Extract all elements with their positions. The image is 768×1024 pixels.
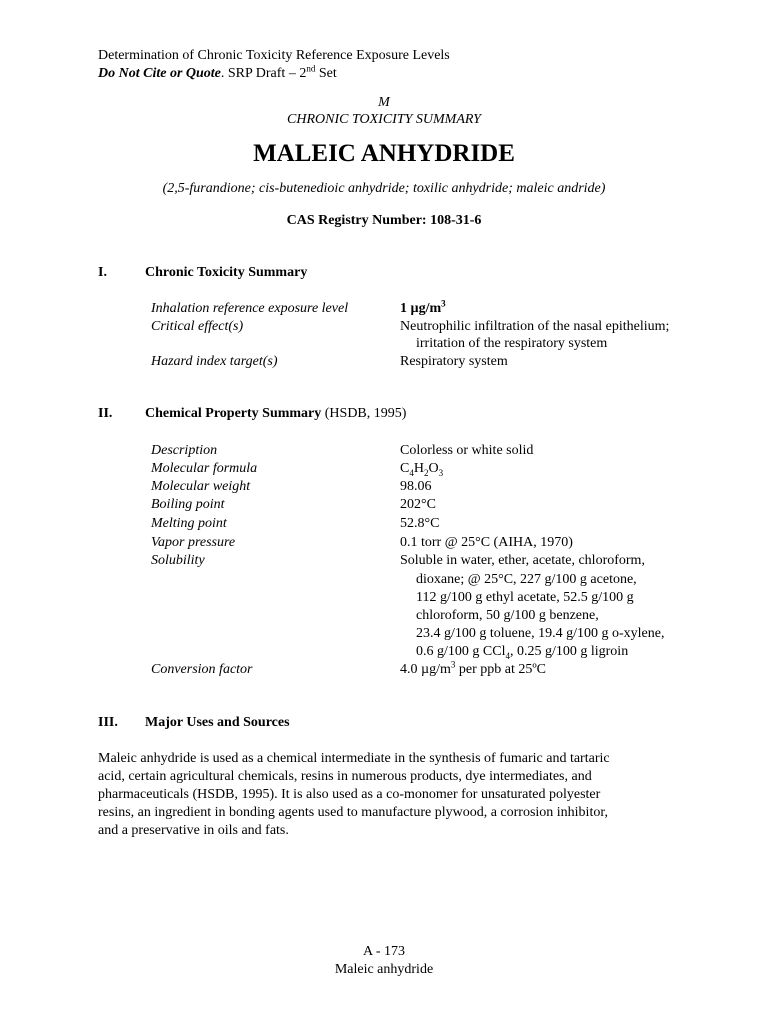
label-critical-effect: Critical effect(s): [151, 319, 244, 334]
value-rel-text: 1 µg/m: [400, 301, 442, 316]
conversion-value: 4.0 µg/m: [400, 662, 451, 677]
page-title: MALEIC ANHYDRIDE: [253, 140, 515, 167]
summary-heading: CHRONIC TOXICITY SUMMARY: [287, 112, 481, 127]
paragraph-line: resins, an ingredient in bonding agents used to manufacture plywood, a corrosion inhibitor,: [98, 805, 608, 820]
do-not-cite: Do Not Cite or Quote: [98, 66, 221, 81]
formula-h-sub: 2: [423, 467, 429, 478]
solubility-ccl-sub: 4: [505, 650, 510, 661]
solubility-ligroin: , 0.25 g/100 g ligroin: [509, 644, 629, 659]
label-boiling-point: Boiling point: [151, 497, 225, 512]
formula-h: H: [413, 461, 424, 476]
value-molecular-formula: [400, 460, 443, 478]
formula-o: O: [428, 461, 439, 476]
value-solubility-last: [416, 643, 628, 661]
formula-o-sub: 3: [438, 467, 444, 478]
section-2-number: II.: [98, 406, 113, 421]
value-boiling-point: 202°C: [400, 497, 436, 512]
page-number: A - 173: [363, 944, 405, 959]
label-molecular-weight: Molecular weight: [151, 479, 251, 494]
value-solubility-cont: 112 g/100 g ethyl acetate, 52.5 g/100 g: [416, 590, 634, 605]
section-3-title: Major Uses and Sources: [145, 715, 290, 730]
paragraph-line: and a preservative in oils and fats.: [98, 823, 289, 838]
value-solubility-cont: chloroform, 50 g/100 g benzene,: [416, 608, 599, 623]
label-melting-point: Melting point: [151, 516, 227, 531]
label-rel: Inhalation reference exposure level: [151, 301, 349, 316]
section-2-title: [145, 405, 406, 423]
solubility-ccl: 0.6 g/100 g CCl: [416, 644, 506, 659]
section-3-number: III.: [98, 715, 118, 730]
draft-sup: nd: [306, 63, 316, 74]
doc-letter: M: [378, 95, 390, 110]
paragraph-line: pharmaceuticals (HSDB, 1995). It is also used as a co-monomer for unsaturated polyester: [98, 787, 601, 802]
cas-number: CAS Registry Number: 108-31-6: [286, 213, 482, 228]
footer-name: Maleic anhydride: [334, 962, 434, 977]
section-2-title-text: Chemical Property Summary: [145, 406, 322, 421]
value-rel: [400, 300, 446, 318]
label-vapor-pressure: Vapor pressure: [151, 535, 236, 550]
label-description: Description: [151, 443, 218, 458]
draft-text: . SRP Draft – 2: [220, 66, 307, 81]
conversion-unit: per ppb at 25ºC: [455, 662, 547, 677]
label-molecular-formula: Molecular formula: [151, 461, 258, 476]
paragraph-line: Maleic anhydride is used as a chemical intermediate in the synthesis of fumaric and tartaric: [98, 751, 610, 766]
label-hazard-index: Hazard index target(s): [151, 354, 278, 369]
value-molecular-weight: 98.06: [400, 479, 432, 494]
value-conversion-factor: [400, 661, 546, 679]
value-hazard-index: Respiratory system: [400, 354, 508, 369]
value-solubility-cont: 23.4 g/100 g toluene, 19.4 g/100 g o-xylene,: [416, 626, 665, 641]
running-header: [98, 47, 450, 83]
formula-c-sub: 4: [409, 467, 414, 478]
section-2-citation: (HSDB, 1995): [321, 406, 407, 421]
synonyms: (2,5-furandione; cis-butenedioic anhydride; toxilic anhydride; maleic andride): [162, 181, 606, 196]
paragraph-line: acid, certain agricultural chemicals, resins in numerous products, dye intermediates, and: [98, 769, 592, 784]
value-solubility: Soluble in water, ether, acetate, chloroform,: [400, 553, 645, 568]
section-1-number: I.: [98, 265, 107, 280]
label-solubility: Solubility: [151, 553, 205, 568]
header-line-2: [98, 65, 450, 83]
value-description: Colorless or white solid: [400, 443, 534, 458]
value-rel-sup: 3: [441, 298, 446, 309]
draft-set: Set: [315, 66, 337, 81]
formula-c: C: [400, 461, 410, 476]
value-melting-point: 52.8°C: [400, 516, 440, 531]
value-solubility-cont: dioxane; @ 25°C, 227 g/100 g acetone,: [416, 572, 637, 587]
section-1-title: Chronic Toxicity Summary: [145, 265, 308, 280]
uses-paragraph: [98, 750, 678, 840]
value-critical-effect-cont: irritation of the respiratory system: [416, 336, 608, 351]
label-conversion-factor: Conversion factor: [151, 662, 253, 677]
header-line-1: Determination of Chronic Toxicity Reference Exposure Levels: [98, 48, 450, 63]
conversion-sup: 3: [450, 659, 456, 670]
value-vapor-pressure: 0.1 torr @ 25°C (AIHA, 1970): [400, 535, 573, 550]
value-critical-effect: Neutrophilic infiltration of the nasal epithelium;: [400, 319, 670, 334]
